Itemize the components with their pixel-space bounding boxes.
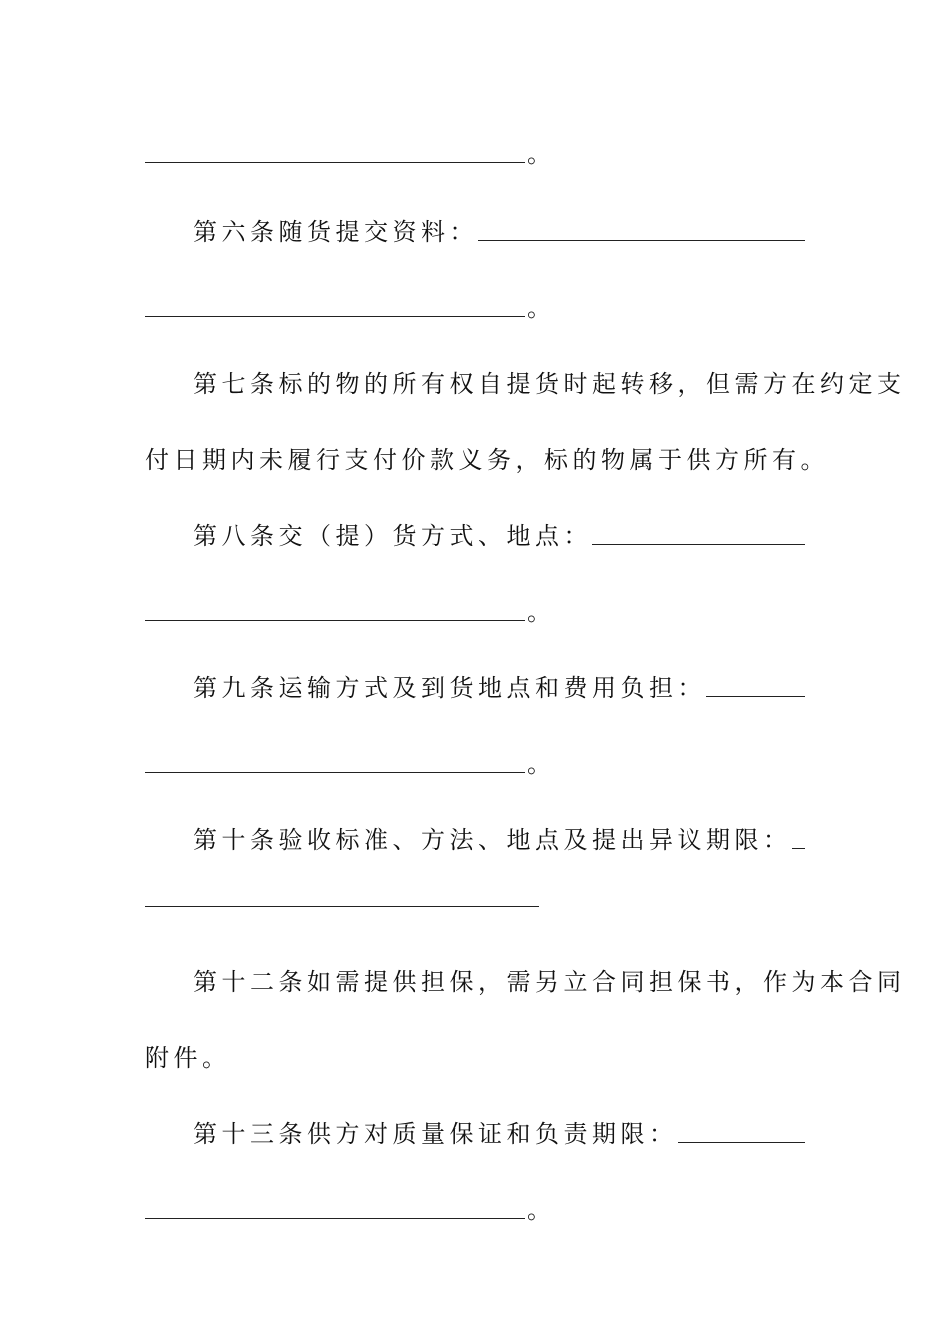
article-8-line <box>145 510 805 550</box>
article-8-blank <box>592 543 805 545</box>
article-12-line-1 <box>145 956 906 996</box>
article-9-continuation <box>145 738 805 778</box>
article-12-text-2: 附件。 <box>145 1044 231 1072</box>
article-7-line-1 <box>145 358 906 398</box>
article-13-label: 第十三条供方对质量保证和负责期限： <box>193 1120 678 1148</box>
article-6-blank <box>478 239 805 241</box>
article-10-line <box>145 814 805 854</box>
article-7-text-2: 付日期内未履行支付价款义务，标的物属于供方所有。 <box>145 446 829 474</box>
article-10-blank <box>792 847 806 849</box>
blank-underline <box>145 771 525 773</box>
period-mark: 。 <box>527 750 556 778</box>
article-13-continuation <box>145 1184 805 1224</box>
article-8-continuation <box>145 586 805 626</box>
article-10-label: 第十条验收标准、方法、地点及提出异议期限： <box>193 826 792 854</box>
blank-underline <box>145 905 539 907</box>
article-6-label: 第六条随货提交资料： <box>193 218 478 246</box>
blank-underline <box>145 161 525 163</box>
article-13-line <box>145 1108 805 1148</box>
article-12-line-2 <box>145 1032 805 1072</box>
article-6-line <box>145 206 805 246</box>
period-mark: 。 <box>527 294 556 322</box>
article-7-line-2 <box>145 434 829 474</box>
article-10-continuation <box>145 872 805 912</box>
article-9-blank <box>706 695 805 697</box>
blank-underline <box>145 315 525 317</box>
article-8-label: 第八条交（提）货方式、地点： <box>193 522 592 550</box>
period-mark: 。 <box>527 598 556 626</box>
continuation-blank-line <box>145 128 805 168</box>
blank-underline <box>145 619 525 621</box>
article-7-text-1: 第七条标的物的所有权自提货时起转移，但需方在约定支 <box>193 370 906 398</box>
article-12-text-1: 第十二条如需提供担保，需另立合同担保书，作为本合同 <box>193 968 906 996</box>
article-9-label: 第九条运输方式及到货地点和费用负担： <box>193 674 706 702</box>
article-6-continuation <box>145 282 805 322</box>
article-13-blank <box>678 1141 806 1143</box>
article-9-line <box>145 662 805 702</box>
period-mark: 。 <box>527 1196 556 1224</box>
period-mark: 。 <box>527 140 556 168</box>
blank-underline <box>145 1217 525 1219</box>
